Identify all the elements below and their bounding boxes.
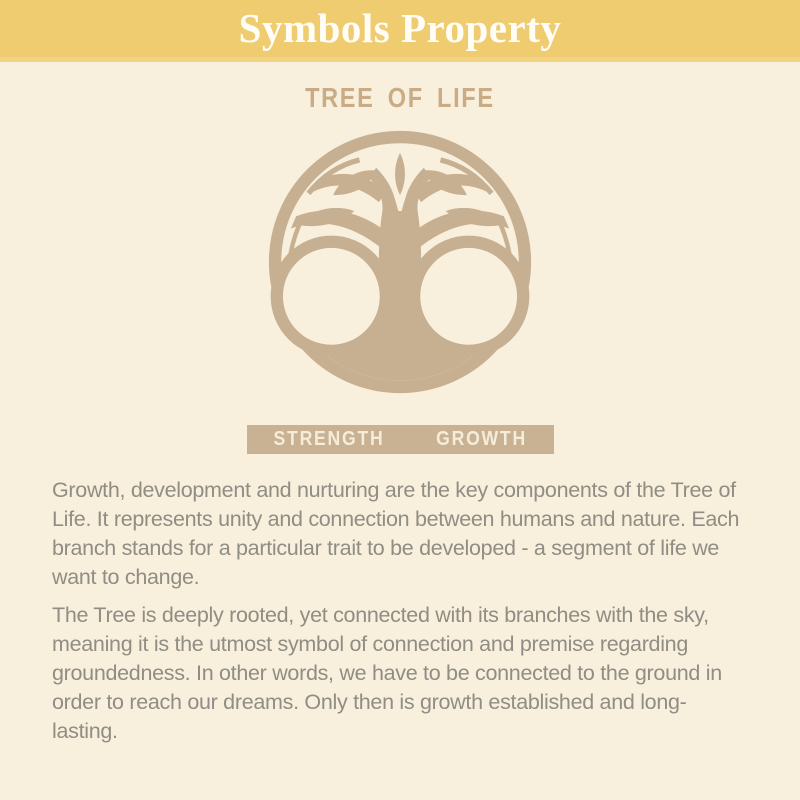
description-paragraph-2: The Tree is deeply rooted, yet connected with its branches with the sky, meaning it is the utmost symbol of connection and premise regarding groundedness. In other words, we have to be connected to the ground in order to reach our dreams. Only then is growth established and long-lasting. [52,603,722,743]
tree-of-life-icon [268,130,532,394]
trait-badge-strength: STRENGTH [274,428,385,450]
header-bar [0,0,800,62]
page-title: Symbols Property [238,4,562,51]
trait-badge-growth: GROWTH [436,428,528,450]
symbol-name-heading: TREE OF LIFE [305,82,495,113]
description-section [52,476,752,746]
description-paragraph-1: Growth, development and nurturing are the key components of the Tree of Life. It represents unity and connection between humans and nature. Each branch stands for a particular trait to be developed - a segment of life we want to change. [52,478,740,589]
traits-banner [247,425,554,454]
